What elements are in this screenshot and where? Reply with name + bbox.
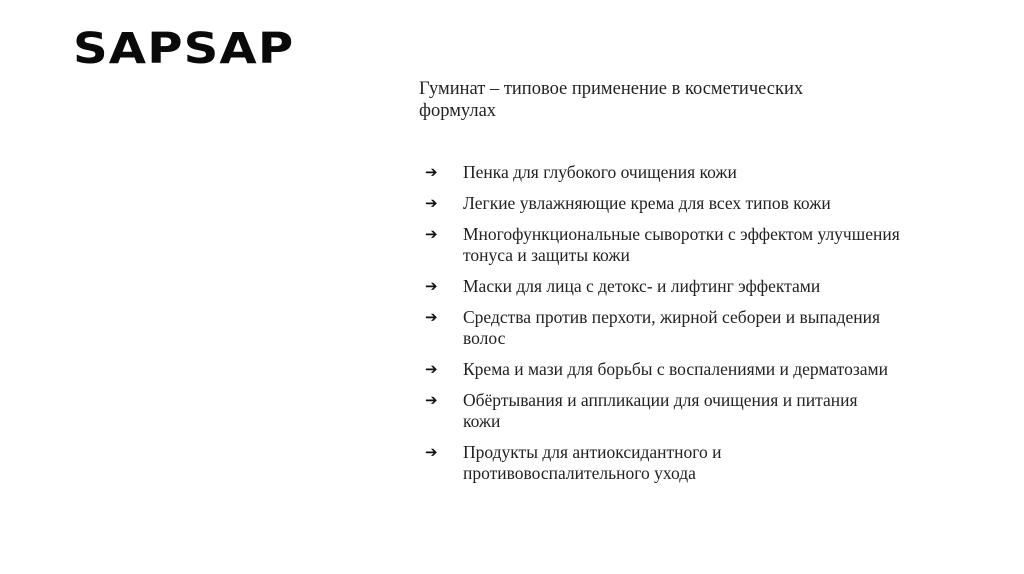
sapsap-logo: SAPSAP bbox=[73, 24, 295, 74]
arrow-right-icon: ➔ bbox=[425, 308, 438, 326]
list-item-text bbox=[463, 359, 888, 380]
list-item bbox=[425, 224, 900, 266]
list-item-line: Легкие увлажняющие крема для всех типов кожи bbox=[463, 193, 831, 213]
list-item-line: Продукты для антиоксидантного и bbox=[463, 442, 722, 462]
list-item-line: Обёртывания и аппликации для очищения и питания bbox=[463, 390, 858, 410]
list-item bbox=[425, 442, 900, 484]
list-item-text bbox=[463, 307, 880, 349]
arrow-right-icon: ➔ bbox=[425, 391, 438, 409]
list-item-text bbox=[463, 224, 900, 266]
arrow-right-icon: ➔ bbox=[425, 360, 438, 378]
list-item-line: кожи bbox=[463, 411, 501, 431]
arrow-right-icon: ➔ bbox=[425, 163, 438, 181]
arrow-right-icon: ➔ bbox=[425, 225, 438, 243]
list-item-line: противовоспалительного ухода bbox=[463, 463, 696, 483]
list-item-line: тонуса и защиты кожи bbox=[463, 245, 630, 265]
list-item-line: Крема и мази для борьбы с воспалениями и дерматозами bbox=[463, 359, 888, 379]
list-item bbox=[425, 390, 900, 432]
title-line: формулах bbox=[419, 101, 497, 121]
list-item-line: Пенка для глубокого очищения кожи bbox=[463, 162, 737, 182]
list-item bbox=[425, 307, 900, 349]
list-item-text bbox=[463, 162, 737, 183]
arrow-right-icon: ➔ bbox=[425, 277, 438, 295]
list-item-text bbox=[463, 276, 820, 297]
arrow-right-icon: ➔ bbox=[425, 194, 438, 212]
list-item-line: Средства против перхоти, жирной себореи и выпадения bbox=[463, 307, 881, 327]
list-item bbox=[425, 193, 900, 214]
list-item-text bbox=[463, 193, 831, 214]
slide-title bbox=[419, 78, 803, 122]
list-item bbox=[425, 276, 900, 297]
application-list bbox=[425, 162, 900, 494]
list-item-line: волос bbox=[463, 328, 506, 348]
list-item bbox=[425, 162, 900, 183]
title-line: Гуминат – типовое применение в косметических bbox=[419, 79, 804, 99]
list-item-line: Многофункциональные сыворотки с эффектом улучшения bbox=[463, 224, 900, 244]
list-item-text bbox=[463, 442, 722, 484]
list-item-text bbox=[463, 390, 858, 432]
arrow-right-icon: ➔ bbox=[425, 443, 438, 461]
list-item-line: Маски для лица с детокс- и лифтинг эффектами bbox=[463, 276, 821, 296]
list-item bbox=[425, 359, 900, 380]
